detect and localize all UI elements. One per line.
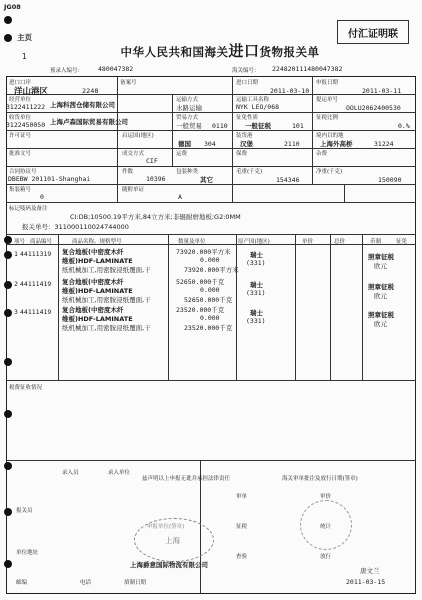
marks-line-2: 报关单号：311000110024744000 <box>22 223 129 231</box>
goods-currency: 欧元 <box>374 320 387 328</box>
terms-label: 成交方式 <box>122 151 145 157</box>
customs-review-label: 海关审单批注及放行日期(签章) <box>282 476 358 482</box>
goods-name-2: 维板)HDF-LAMINATE <box>62 287 133 295</box>
goods-name-3: 纸机械加工,用密胺浸纸覆面,干 <box>62 296 151 304</box>
goods-name-2: 维板)HDF-LAMINATE <box>62 315 133 323</box>
goods-origin: 瑞士 <box>250 281 263 289</box>
postcode-label: 邮编 <box>16 580 28 586</box>
approval-label: 批准文号 <box>9 151 32 157</box>
freight-label: 运费 <box>176 151 188 157</box>
trade-code: 0110 <box>212 122 228 130</box>
pieces-label: 件数 <box>122 169 134 175</box>
goods-qty-1: 52650.000千克 <box>176 278 225 286</box>
goods-name-3: 纸机械加工,用密胺浸纸覆面,干 <box>62 266 151 274</box>
col-qty: 数量及单位 <box>178 239 206 245</box>
goods-origin-code: (331) <box>246 259 266 267</box>
col-price: 单价 <box>302 239 314 245</box>
binder-hole-icon <box>4 34 12 42</box>
goods-hs: 44111419 <box>20 280 52 288</box>
destination-code: 31224 <box>374 140 394 148</box>
document-title: 中华人民共和国海关进口货物报关单 <box>120 42 320 60</box>
goods-name-1: 复合地板(中密度木纤 <box>62 278 124 286</box>
goods-seq: 1 <box>14 250 18 258</box>
receiver-label: 收货单位 <box>9 115 32 121</box>
col-origin: 原产国(地区) <box>238 239 270 245</box>
binder-hole-icon <box>4 462 12 470</box>
goods-qty-3: 23520.000千克 <box>184 324 233 332</box>
binder-hole-icon <box>4 236 12 244</box>
release-signature: 唐文兰 <box>360 567 380 575</box>
release-label: 放行 <box>320 554 332 560</box>
binder-hole-icon <box>4 281 12 289</box>
declare-date-label: 申报日期 <box>316 80 339 86</box>
goods-qty-2: 0.000 <box>200 286 220 294</box>
consignee-code: 3122411222 <box>6 103 46 111</box>
seal-text: 上海 <box>165 536 180 545</box>
transport-value: 水路运输 <box>176 104 202 112</box>
col-name: 商品名称、规格型号 <box>72 239 122 245</box>
goods-qty-2: 0.000 <box>200 314 220 322</box>
vessel-value: NYK LEO/068 <box>236 103 280 111</box>
net-weight-value: 150090 <box>378 176 402 184</box>
transport-label: 运输方式 <box>176 97 199 103</box>
goods-qty-3: 73920.000平方米 <box>184 266 239 274</box>
declaration-text: 兹声明以上申报无讹并承担法律责任 <box>142 476 231 482</box>
container-label: 集装箱号 <box>9 187 32 193</box>
preentry-label: 预录入编号： <box>50 68 84 74</box>
entry-unit-label: 录入单位 <box>108 470 131 476</box>
phone-label: 电话 <box>80 580 92 586</box>
container-value: 0 <box>40 193 44 201</box>
form-frame <box>6 76 416 594</box>
declarer-label: 报关员 <box>16 508 33 514</box>
declare-unit-label: 申报单位(签章) <box>147 524 185 530</box>
port-code: 2248 <box>82 87 99 95</box>
goods-currency: 欧元 <box>374 292 387 300</box>
unit-address-label: 单位地址 <box>16 550 39 556</box>
goods-exempt: 照章征税 <box>368 311 394 319</box>
goods-name-1: 复合地板(中密度木纤 <box>62 306 124 314</box>
vessel-label: 运输工具名称 <box>236 97 270 103</box>
goods-origin: 瑞士 <box>250 251 263 259</box>
marks-label: 标记唛码及备注 <box>9 206 48 212</box>
contract-value: DBEBW 201101-Shanghai <box>8 175 91 183</box>
declare-date: 2011-03-11 <box>362 87 402 95</box>
binder-hole-icon <box>4 309 12 317</box>
audit-label: 审价 <box>320 494 332 500</box>
misc-fee-label: 杂费 <box>316 151 328 157</box>
customs-no-label: 海关编号： <box>232 68 260 74</box>
customs-release-seal <box>300 500 352 550</box>
consignee-name: 上海科茜仓储有限公司 <box>50 101 115 109</box>
goods-name-1: 复合地板(中密度木纤 <box>62 248 124 256</box>
goods-origin-code: (331) <box>246 289 266 297</box>
package-value: 其它 <box>200 176 213 184</box>
trade-label: 贸易方式 <box>176 115 199 121</box>
tax-nature-code: 101 <box>292 122 304 130</box>
loading-port-label: 装货港 <box>236 133 253 139</box>
goods-name-3: 纸机械加工,用密胺浸纸覆面,干 <box>62 324 151 332</box>
package-label: 包装种类 <box>176 169 199 175</box>
goods-exempt: 照章征税 <box>368 253 394 261</box>
tax-nature-label: 征免性质 <box>236 115 259 121</box>
origin-country-code: 304 <box>204 140 216 148</box>
goods-qty-2: 0.000 <box>200 256 220 264</box>
tax-ratio-label: 征税比例 <box>316 115 339 121</box>
bill-value: OOLU2062400530 <box>346 104 401 112</box>
binder-hole-icon <box>4 410 12 418</box>
goods-qty-3: 52650.000千克 <box>184 296 233 304</box>
binder-hole-icon <box>4 251 12 259</box>
trade-value: 一般贸易 <box>176 122 202 130</box>
record-label: 备案号 <box>120 80 137 86</box>
tax-ratio-value: 0.% <box>398 122 410 130</box>
col-total: 总价 <box>334 239 346 245</box>
import-date: 2011-03-10 <box>270 87 310 95</box>
preentry-number: 480047382 <box>98 65 134 73</box>
company-seal <box>134 518 214 562</box>
entry-staff-label: 录入员 <box>62 470 79 476</box>
gross-weight-value: 154346 <box>276 176 300 184</box>
binder-hole-icon <box>4 560 12 568</box>
goods-qty-1: 73920.000平方米 <box>176 248 231 256</box>
binder-hole-icon <box>4 508 12 516</box>
license-label: 许可证号 <box>9 133 32 139</box>
consignee-label: 经营单位 <box>9 97 32 103</box>
goods-currency: 欧元 <box>374 262 387 270</box>
tax-nature-value: 一般征税 <box>245 122 271 130</box>
tax-section-label: 税费征收情况 <box>9 385 43 391</box>
goods-origin-code: (331) <box>246 317 266 325</box>
goods-seq: 2 <box>14 280 18 288</box>
loading-port-code: 2110 <box>284 140 300 148</box>
release-date: 2011-03-15 <box>346 578 386 586</box>
form-code: JG08 <box>4 3 21 11</box>
gross-weight-label: 毛重(千克) <box>236 169 263 175</box>
destination-value: 上海外高桥 <box>320 140 353 148</box>
inspect-label: 查验 <box>236 554 248 560</box>
tax-label: 征税 <box>236 524 248 530</box>
origin-country-label: 启运国(地区) <box>122 133 154 139</box>
review-label: 审单 <box>236 494 248 500</box>
bill-label: 提运单号 <box>316 97 339 103</box>
binder-hole-icon <box>4 16 12 24</box>
col-currency: 币制 <box>370 239 382 245</box>
receiver-code: 3122450050 <box>6 121 46 129</box>
port-value: 洋山港区 <box>14 87 49 97</box>
goods-seq: 3 <box>14 308 18 316</box>
import-date-label: 进口日期 <box>236 80 259 86</box>
page-number: 1 <box>22 52 27 61</box>
stats-label: 统计 <box>320 524 332 530</box>
receiver-name: 上海卢森国际贸易有限公司 <box>50 118 128 126</box>
goods-name-2: 维板)HDF-LAMINATE <box>62 257 133 265</box>
destination-label: 境内目的地 <box>316 133 344 139</box>
payment-proof-stamp: 付汇证明联 <box>337 20 409 44</box>
goods-hs: 44111319 <box>20 250 52 258</box>
loading-port-value: 汉堡 <box>240 140 253 148</box>
goods-qty-1: 23520.000千克 <box>176 306 225 314</box>
marks-line-1: CI:DB;10500.19平方米,84立方米;非辊耐磨地板;G2:0MM <box>70 213 241 221</box>
net-weight-label: 净重(千克) <box>316 169 343 175</box>
goods-hs: 44111419 <box>20 308 52 316</box>
col-hs: 商品编号 <box>30 239 53 245</box>
col-exempt: 征免 <box>396 239 408 245</box>
documents-label: 随附单证 <box>122 187 145 193</box>
customs-number: 224820111480047382 <box>272 65 343 73</box>
port-label: 进口口岸 <box>9 80 32 86</box>
terms-value: CIF <box>146 157 158 165</box>
goods-exempt: 照章征税 <box>368 283 394 291</box>
pieces-value: 10396 <box>146 175 166 183</box>
contract-label: 合同协议号 <box>9 169 37 175</box>
declare-company: 上海爵意国际物流有限公司 <box>130 561 208 569</box>
goods-origin: 瑞士 <box>250 309 263 317</box>
home-label: 主页 <box>17 33 32 42</box>
col-seq: 项号 <box>14 239 26 245</box>
documents-value: A <box>178 193 182 201</box>
origin-country-value: 德国 <box>178 140 191 148</box>
binder-hole-icon <box>4 358 12 366</box>
fill-date-label: 填制日期 <box>124 580 147 586</box>
insurance-label: 保费 <box>236 151 248 157</box>
